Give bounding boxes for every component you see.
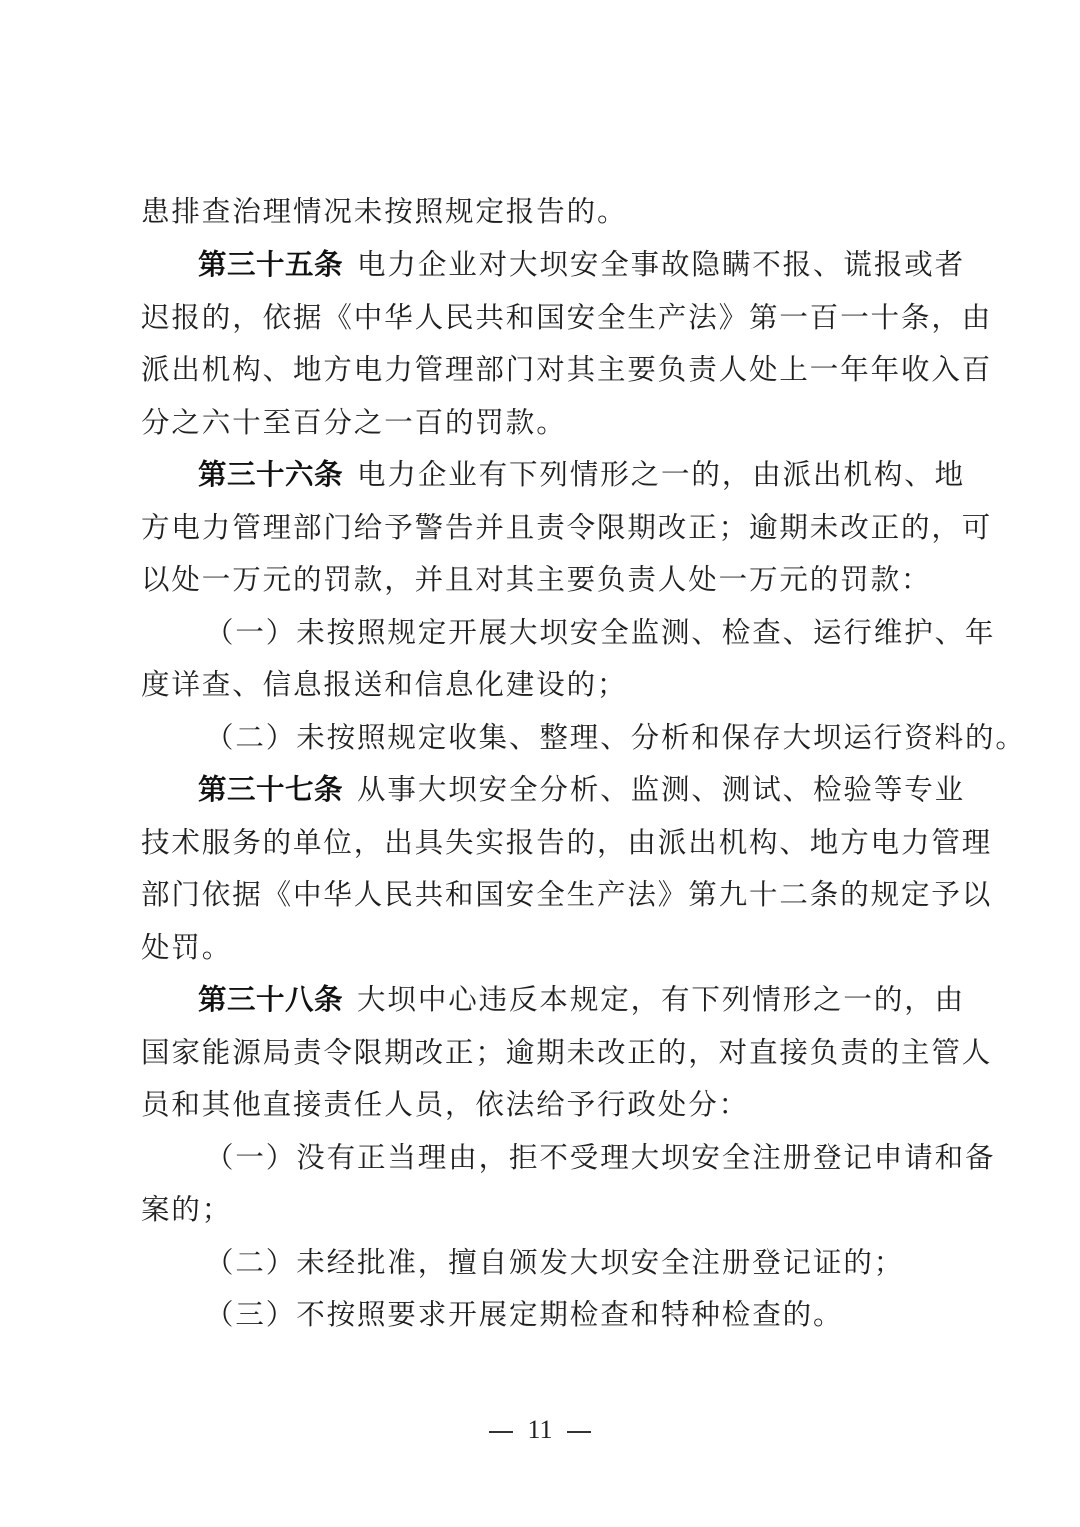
article-37-line	[198, 770, 998, 810]
article-label: 第三十五条	[198, 248, 344, 281]
page-number-footer	[0, 1410, 1080, 1450]
line-text: 患排查治理情况未按照规定报告的。	[141, 195, 628, 228]
text-line	[141, 1190, 941, 1230]
line-text: （一）没有正当理由，拒不受理大坝安全注册登记申请和备	[205, 1141, 996, 1174]
line-text: 度详查、信息报送和信息化建设的；	[141, 668, 628, 701]
line-text: 迟报的，依据《中华人民共和国安全生产法》第一百一十条，由	[141, 301, 993, 334]
line-text: 电力企业对大坝安全事故隐瞒不报、谎报或者	[357, 248, 966, 281]
list-item-line	[205, 718, 1026, 758]
line-text: （三）不按照要求开展定期检查和特种检查的。	[205, 1298, 844, 1331]
article-36-line	[198, 455, 998, 495]
article-label: 第三十八条	[198, 983, 344, 1016]
line-text: （二）未按照规定收集、整理、分析和保存大坝运行资料的。	[205, 721, 1026, 754]
article-38-line	[198, 980, 998, 1020]
list-item-line	[205, 1138, 1005, 1178]
line-text: 派出机构、地方电力管理部门对其主要负责人处上一年年收入百	[141, 353, 993, 386]
line-text: 大坝中心违反本规定，有下列情形之一的，由	[357, 983, 966, 1016]
line-text: 技术服务的单位，出具失实报告的，由派出机构、地方电力管理	[141, 826, 993, 859]
text-line	[141, 823, 993, 863]
line-text: 电力企业有下列情形之一的，由派出机构、地	[357, 458, 966, 491]
page-number: 11	[527, 1415, 553, 1444]
line-text: 方电力管理部门给予警告并且责令限期改正；逾期未改正的，可	[141, 511, 993, 544]
article-35-line	[198, 245, 998, 285]
text-line	[141, 560, 941, 600]
line-text: 以处一万元的罚款，并且对其主要负责人处一万元的罚款：	[141, 563, 932, 596]
text-line	[141, 298, 993, 338]
list-item-line	[205, 613, 1005, 653]
line-text: （二）未经批准，擅自颁发大坝安全注册登记证的；	[205, 1246, 905, 1279]
text-line	[141, 508, 993, 548]
line-text: 处罚。	[141, 931, 233, 964]
text-line	[141, 350, 993, 390]
article-label: 第三十七条	[198, 773, 344, 806]
text-line	[141, 665, 941, 705]
text-line	[141, 1033, 993, 1073]
line-text: 案的；	[141, 1193, 233, 1226]
dash-decoration	[489, 1431, 513, 1433]
line-text: 国家能源局责令限期改正；逾期未改正的，对直接负责的主管人	[141, 1036, 993, 1069]
text-line	[141, 192, 941, 232]
line-text: （一）未按照规定开展大坝安全监测、检查、运行维护、年	[205, 616, 996, 649]
line-text: 分之六十至百分之一百的罚款。	[141, 406, 567, 439]
text-line	[141, 928, 941, 968]
article-label: 第三十六条	[198, 458, 344, 491]
line-text: 员和其他直接责任人员，依法给予行政处分：	[141, 1088, 750, 1121]
text-line	[141, 403, 941, 443]
text-line	[141, 875, 993, 915]
line-text: 部门依据《中华人民共和国安全生产法》第九十二条的规定予以	[141, 878, 993, 911]
list-item-line	[205, 1295, 1005, 1335]
dash-decoration	[567, 1431, 591, 1433]
list-item-line	[205, 1243, 1005, 1283]
text-line	[141, 1085, 941, 1125]
line-text: 从事大坝安全分析、监测、测试、检验等专业	[357, 773, 966, 806]
